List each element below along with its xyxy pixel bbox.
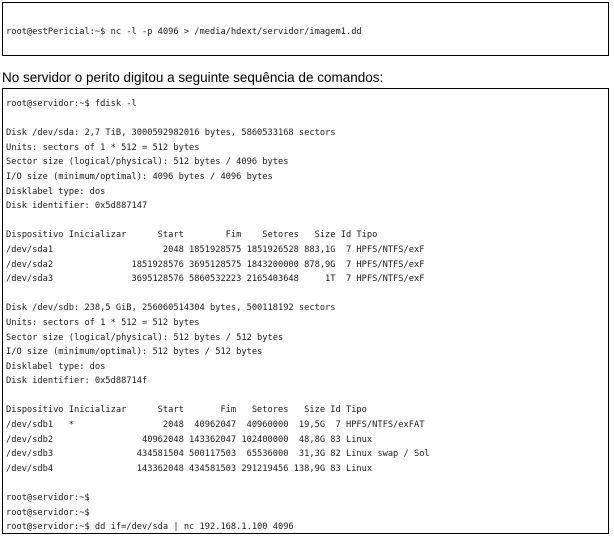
- terminal-line: root@servidor:~$ fdisk -l: [6, 99, 137, 109]
- terminal-command-line: root@estPericial:~$ nc -l -p 4096 > /media/hdext/servidor/imagem1.dd: [6, 27, 362, 37]
- terminal-line: /dev/sdb4 143362048 434581503 291219456 138,9G 83 Linux: [6, 463, 373, 474]
- terminal-line: Disklabel type: dos: [6, 186, 106, 197]
- terminal-line: [6, 112, 430, 127]
- terminal-line: root@servidor:~$: [6, 493, 90, 504]
- terminal-output: [6, 97, 430, 535]
- terminal-line: root@servidor:~$ dd if=/dev/sda | nc 192.168.1.100 4096: [6, 522, 294, 533]
- terminal-line: Disk /dev/sda: 2,7 TiB, 3000592982016 bytes, 5860533168 sectors: [6, 128, 336, 139]
- terminal-line: Disklabel type: dos: [6, 361, 106, 372]
- terminal-line: /dev/sda1 2048 1851928575 1851926528 883,1G 7 HPFS/NTFS/exF: [6, 244, 425, 255]
- terminal-window-server[interactable]: [2, 88, 609, 534]
- terminal-line: [6, 476, 430, 491]
- terminal-line: I/O size (minimum/optimal): 512 bytes / 512 bytes: [6, 347, 263, 358]
- terminal-line: Disk /dev/sdb: 238,5 GiB, 256060514304 bytes, 500118192 sectors: [6, 303, 336, 314]
- terminal-line: I/O size (minimum/optimal): 4096 bytes / 4096 bytes: [6, 171, 273, 182]
- terminal-line: /dev/sda3 3695128576 5860532223 2165403648 1T 7 HPFS/NTFS/exF: [6, 274, 425, 285]
- terminal-line: /dev/sda2 1851928576 3695128575 1843200000 878,9G 7 HPFS/NTFS/exF: [6, 259, 425, 270]
- terminal-line: [6, 287, 430, 302]
- terminal-line: [6, 214, 430, 229]
- terminal-line: Dispositivo Inicializar Start Fim Setores Size Id Tipo: [6, 230, 378, 241]
- terminal-window-receiver[interactable]: [2, 2, 609, 56]
- terminal-line: Disk identifier: 0x5d88714f: [6, 376, 148, 387]
- caption-text: No servidor o perito digitou a seguinte sequência de comandos:: [2, 70, 384, 85]
- terminal-line: Sector size (logical/physical): 512 bytes / 4096 bytes: [6, 157, 289, 168]
- terminal-line: Units: sectors of 1 * 512 = 512 bytes: [6, 142, 200, 153]
- terminal-line: root@servidor:~$: [6, 507, 90, 518]
- terminal-line: Disk identifier: 0x5d887147: [6, 201, 148, 212]
- terminal-line: Dispositivo Inicializar Start Fim Setores Size Id Tipo: [6, 405, 367, 416]
- terminal-line: [6, 389, 430, 404]
- terminal-line: /dev/sdb2 40962048 143362047 102400000 48,8G 83 Linux: [6, 434, 373, 445]
- terminal-line: Units: sectors of 1 * 512 = 512 bytes: [6, 317, 200, 328]
- terminal-line: /dev/sdb3 434581504 500117503 65536000 31,3G 82 Linux swap / Sol: [6, 449, 430, 460]
- terminal-line: /dev/sdb1 * 2048 40962047 40960000 19,5G 7 HPFS/NTFS/exFAT: [6, 420, 425, 431]
- terminal-line: Sector size (logical/physical): 512 bytes / 512 bytes: [6, 332, 284, 343]
